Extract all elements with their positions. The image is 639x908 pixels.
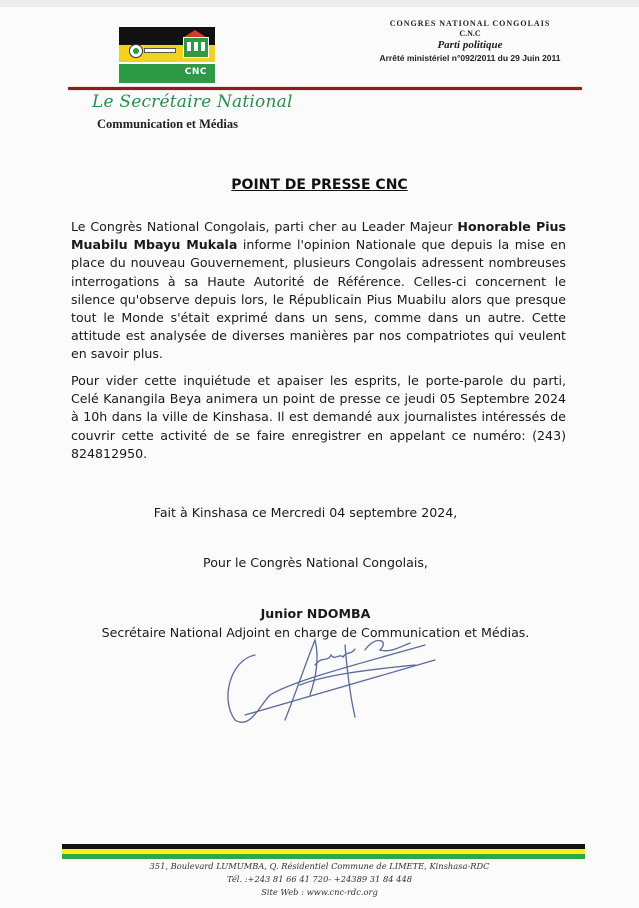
house-roof-icon	[184, 30, 206, 37]
decree: Arrêté ministériel n°092/2011 du 29 Juin 2011	[379, 53, 561, 63]
footer-address: 351, Boulevard LUMUMBA, Q. Résidentiel Commune de LIMETE, Kinshasa-RDC	[149, 861, 490, 871]
signature	[215, 625, 455, 735]
header-divider	[68, 87, 582, 90]
org-abbr: C.N.C	[459, 29, 481, 38]
logo-text: CNC	[184, 67, 207, 77]
paragraph-1-start: Le Congrès National Congolais, parti cher au Leader Majeur	[71, 219, 458, 234]
footer-phone: Tél. :+243 81 66 41 720- +24389 31 84 448	[226, 874, 413, 884]
top-edge	[0, 0, 639, 7]
on-behalf: Pour le Congrès National Congolais,	[203, 555, 428, 570]
cnc-logo	[119, 27, 215, 83]
emblem-icon	[129, 44, 143, 58]
place-date: Fait à Kinshasa ce Mercredi 04 septembre 2024,	[153, 505, 458, 520]
leader-name: Honorable Pius Muabilu Mbayu Mukala	[71, 219, 566, 253]
house-icon	[183, 37, 209, 58]
footer-stripe-green	[62, 854, 585, 859]
footer-website[interactable]: Site Web : www.cnc-rdc.org	[261, 887, 378, 897]
office-title: Le Secrétaire National	[92, 92, 293, 112]
org-name: CONGRES NATIONAL CONGOLAIS	[389, 19, 551, 28]
paragraph-2: Pour vider cette inquiétude et apaiser les esprits, le porte-parole du parti, Celé Kanangila Beya animera un point de presse ce jeudi 05 Septembre 2024 à 10h dans la ville de Kinshasa. Il est demandé aux journalistes intéressés de couvrir cette activité de se faire enregistrer en appelant ce numéro: (243) 824812950.	[71, 373, 566, 461]
paragraph-1	[71, 218, 566, 364]
logo-small-label	[144, 48, 176, 53]
document-title: POINT DE PRESSE CNC	[231, 177, 408, 193]
signatory-name: Junior NDOMBA	[260, 606, 371, 621]
org-type: Parti politique	[437, 39, 503, 51]
office-subtitle: Communication et Médias	[97, 117, 238, 131]
letterhead-info	[345, 19, 595, 64]
paragraph-1-end: informe l'opinion Nationale que depuis la mise en place du nouveau Gouvernement, plusieurs Congolais adressent nombreuses interrogations à sa Haute Autorité de Référence. Celles-ci concernent le silence qu'observe depuis lors, le Républicain Pius Muabilu alors que presque tout le Monde s'était exprimé dans un sens, comme dans un autre. Cette attitude est analysée de diverses manières par nos compatriotes qui veulent en savoir plus.	[71, 237, 566, 362]
signatory-role: Secrétaire National Adjoint en charge de Communication et Médias.	[101, 625, 530, 640]
